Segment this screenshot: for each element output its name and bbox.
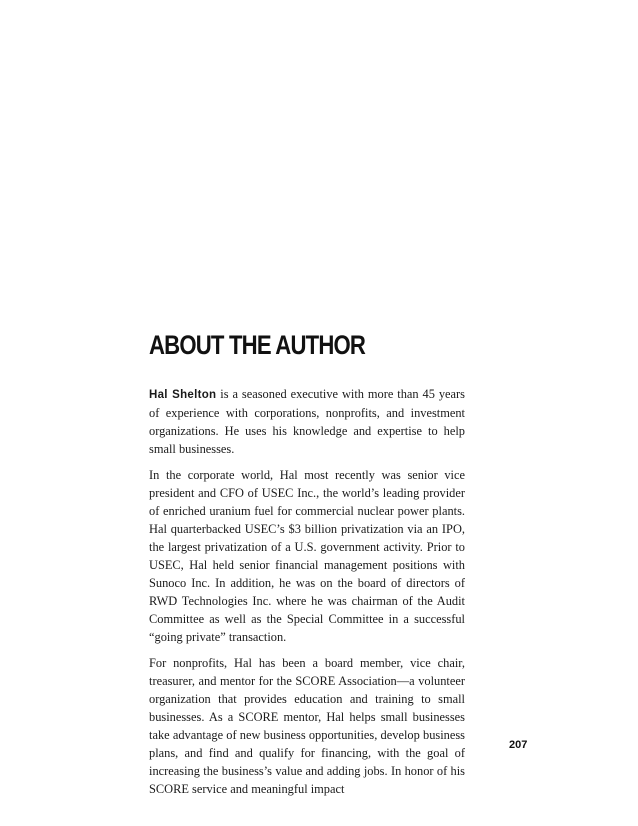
author-name: Hal Shelton <box>149 389 217 401</box>
body-text <box>149 385 465 806</box>
paragraph-corporate: In the corporate world, Hal most recently was senior vice president and CFO of USEC Inc., the world’s leading provider of enriched uranium fuel for commercial nuclear power plants. Hal quarterbacked USEC’s $3 billion privatization via an IPO, the largest privatization of a U.S. government activity. Prior to USEC, Hal held senior financial management positions with Sunoco Inc. In addition, he was on the board of directors of RWD Technologies Inc. where he was chairman of the Audit Committee as well as the Special Committee in a successful “going private” transaction. <box>149 468 465 644</box>
page-title: ABOUT THE AUTHOR <box>149 330 366 360</box>
paragraph-intro <box>149 385 465 458</box>
paragraph-intro-text: is a seasoned executive with more than 45 years of experience with corporations, nonprofits, and investment organizations. He uses his knowledge and expertise to help small businesses. <box>149 387 465 456</box>
page-number: 207 <box>509 739 528 751</box>
paragraph-nonprofits: For nonprofits, Hal has been a board member, vice chair, treasurer, and mentor for the SCORE Association—a volunteer organization that provides education and training to small businesses. As a SCORE mentor, Hal helps small businesses take advantage of new business opportunities, develop business plans, and find and qualify for financing, with the goal of increasing the business’s value and adding jobs. In honor of his SCORE service and meaningful impact <box>149 656 465 796</box>
